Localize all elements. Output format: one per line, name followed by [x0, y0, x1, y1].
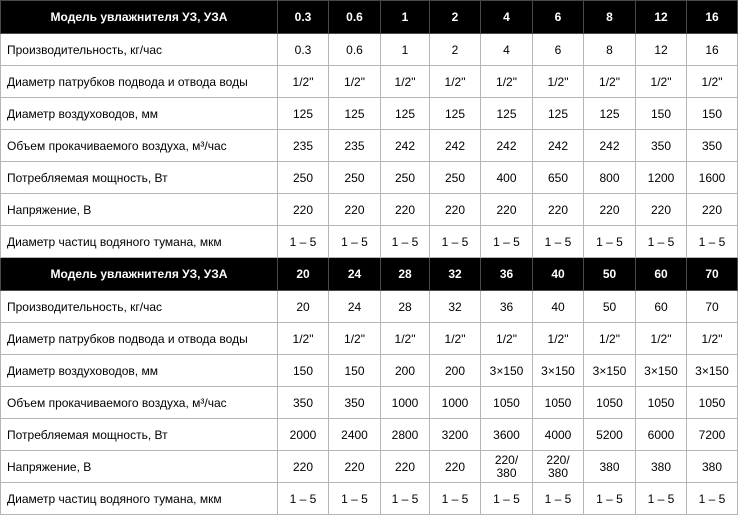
spec-cell: 2400 — [329, 419, 381, 451]
spec-cell: 150 — [278, 355, 329, 387]
spec-cell: 3×150 — [687, 355, 738, 387]
spec-cell: 1 – 5 — [687, 483, 738, 515]
spec-cell: 1/2" — [481, 66, 533, 98]
spec-cell: 1 — [381, 34, 430, 66]
spec-cell: 4 — [481, 34, 533, 66]
spec-cell: 70 — [687, 291, 738, 323]
spec-cell: 1/2" — [636, 323, 687, 355]
spec-cell: 1 – 5 — [533, 483, 584, 515]
model-column-header: 60 — [636, 258, 687, 291]
spec-cell: 3×150 — [636, 355, 687, 387]
spec-cell: 1 – 5 — [481, 483, 533, 515]
spec-row — [1, 419, 738, 451]
spec-cell: 2800 — [381, 419, 430, 451]
spec-cell: 220 — [278, 194, 329, 226]
spec-cell: 1 – 5 — [381, 226, 430, 258]
spec-cell: 350 — [278, 387, 329, 419]
spec-cell: 1 – 5 — [430, 483, 481, 515]
model-header-label: Модель увлажнителя УЗ, УЗА — [1, 1, 278, 34]
model-column-header: 40 — [533, 258, 584, 291]
spec-cell: 220 — [636, 194, 687, 226]
spec-cell: 220 — [278, 451, 329, 483]
spec-cell: 0.3 — [278, 34, 329, 66]
spec-cell: 220 — [584, 194, 636, 226]
spec-cell: 125 — [329, 98, 381, 130]
spec-row-label: Диаметр частиц водяного тумана, мкм — [1, 226, 278, 258]
spec-cell: 125 — [584, 98, 636, 130]
spec-cell: 6000 — [636, 419, 687, 451]
spec-row — [1, 130, 738, 162]
model-column-header: 28 — [381, 258, 430, 291]
model-header-row — [1, 258, 738, 291]
model-header-label: Модель увлажнителя УЗ, УЗА — [1, 258, 278, 291]
spec-cell: 1000 — [430, 387, 481, 419]
spec-cell: 350 — [329, 387, 381, 419]
spec-cell: 800 — [584, 162, 636, 194]
spec-cell: 1/2" — [636, 66, 687, 98]
spec-cell: 1 – 5 — [329, 226, 381, 258]
model-column-header: 70 — [687, 258, 738, 291]
spec-cell: 220 — [329, 194, 381, 226]
spec-row-label: Потребляемая мощность, Вт — [1, 419, 278, 451]
spec-cell: 1 – 5 — [584, 226, 636, 258]
spec-cell: 1/2" — [533, 323, 584, 355]
spec-cell: 1/2" — [687, 66, 738, 98]
spec-cell: 380 — [636, 451, 687, 483]
spec-cell: 1/2" — [278, 323, 329, 355]
spec-cell: 1050 — [687, 387, 738, 419]
spec-cell: 36 — [481, 291, 533, 323]
spec-cell: 242 — [533, 130, 584, 162]
spec-cell: 1 – 5 — [278, 483, 329, 515]
spec-cell: 1/2" — [687, 323, 738, 355]
spec-cell: 8 — [584, 34, 636, 66]
model-column-header: 8 — [584, 1, 636, 34]
spec-row-label: Производительность, кг/час — [1, 291, 278, 323]
spec-cell: 220 — [381, 451, 430, 483]
model-column-header: 1 — [381, 1, 430, 34]
spec-cell: 125 — [481, 98, 533, 130]
spec-cell: 380 — [687, 451, 738, 483]
spec-cell: 220/ 380 — [533, 451, 584, 483]
spec-row — [1, 194, 738, 226]
spec-cell: 1 – 5 — [381, 483, 430, 515]
spec-cell: 0.6 — [329, 34, 381, 66]
spec-cell: 235 — [278, 130, 329, 162]
spec-row-label: Напряжение, В — [1, 451, 278, 483]
spec-cell: 50 — [584, 291, 636, 323]
spec-cell: 1 – 5 — [687, 226, 738, 258]
spec-cell: 242 — [584, 130, 636, 162]
spec-cell: 3200 — [430, 419, 481, 451]
spec-cell: 60 — [636, 291, 687, 323]
spec-cell: 1/2" — [278, 66, 329, 98]
spec-row — [1, 98, 738, 130]
spec-cell: 24 — [329, 291, 381, 323]
spec-cell: 3600 — [481, 419, 533, 451]
spec-cell: 1 – 5 — [533, 226, 584, 258]
spec-row-label: Объем прокачиваемого воздуха, м³/час — [1, 387, 278, 419]
spec-cell: 6 — [533, 34, 584, 66]
spec-cell: 1/2" — [430, 323, 481, 355]
model-column-header: 36 — [481, 258, 533, 291]
spec-cell: 220 — [533, 194, 584, 226]
spec-row — [1, 226, 738, 258]
spec-cell: 200 — [430, 355, 481, 387]
spec-cell: 1050 — [533, 387, 584, 419]
spec-row-label: Диаметр частиц водяного тумана, мкм — [1, 483, 278, 515]
model-column-header: 20 — [278, 258, 329, 291]
spec-row — [1, 387, 738, 419]
spec-row-label: Производительность, кг/час — [1, 34, 278, 66]
spec-cell: 2000 — [278, 419, 329, 451]
model-column-header: 12 — [636, 1, 687, 34]
spec-cell: 220 — [430, 451, 481, 483]
spec-cell: 1/2" — [430, 66, 481, 98]
spec-row-label: Диаметр патрубков подвода и отвода воды — [1, 66, 278, 98]
spec-row — [1, 162, 738, 194]
spec-cell: 4000 — [533, 419, 584, 451]
spec-cell: 1/2" — [381, 323, 430, 355]
spec-cell: 200 — [381, 355, 430, 387]
spec-row — [1, 66, 738, 98]
spec-cell: 32 — [430, 291, 481, 323]
spec-cell: 350 — [687, 130, 738, 162]
spec-cell: 1 – 5 — [481, 226, 533, 258]
spec-cell: 125 — [533, 98, 584, 130]
spec-cell: 1/2" — [584, 66, 636, 98]
spec-cell: 1/2" — [481, 323, 533, 355]
spec-row-label: Диаметр патрубков подвода и отвода воды — [1, 323, 278, 355]
model-column-header: 4 — [481, 1, 533, 34]
spec-cell: 250 — [329, 162, 381, 194]
spec-row-label: Потребляемая мощность, Вт — [1, 162, 278, 194]
spec-row-label: Напряжение, В — [1, 194, 278, 226]
spec-cell: 1050 — [481, 387, 533, 419]
spec-cell: 150 — [329, 355, 381, 387]
spec-cell: 40 — [533, 291, 584, 323]
model-column-header: 50 — [584, 258, 636, 291]
spec-cell: 16 — [687, 34, 738, 66]
model-column-header: 0.6 — [329, 1, 381, 34]
spec-cell: 220 — [481, 194, 533, 226]
spec-cell: 380 — [584, 451, 636, 483]
spec-cell: 350 — [636, 130, 687, 162]
spec-row-label: Диаметр воздуховодов, мм — [1, 355, 278, 387]
spec-table-body — [1, 1, 738, 515]
model-column-header: 6 — [533, 1, 584, 34]
spec-cell: 1 – 5 — [329, 483, 381, 515]
spec-cell: 1050 — [636, 387, 687, 419]
spec-cell: 150 — [636, 98, 687, 130]
model-column-header: 2 — [430, 1, 481, 34]
spec-cell: 235 — [329, 130, 381, 162]
spec-cell: 20 — [278, 291, 329, 323]
spec-cell: 650 — [533, 162, 584, 194]
spec-cell: 3×150 — [584, 355, 636, 387]
spec-cell: 220/ 380 — [481, 451, 533, 483]
spec-cell: 1 – 5 — [430, 226, 481, 258]
spec-cell: 242 — [430, 130, 481, 162]
spec-cell: 1/2" — [381, 66, 430, 98]
spec-cell: 220 — [381, 194, 430, 226]
spec-cell: 250 — [278, 162, 329, 194]
spec-cell: 7200 — [687, 419, 738, 451]
spec-cell: 5200 — [584, 419, 636, 451]
spec-cell: 1200 — [636, 162, 687, 194]
spec-cell: 1 – 5 — [584, 483, 636, 515]
spec-cell: 1/2" — [329, 323, 381, 355]
spec-cell: 1/2" — [329, 66, 381, 98]
model-column-header: 0.3 — [278, 1, 329, 34]
spec-cell: 220 — [329, 451, 381, 483]
spec-cell: 242 — [481, 130, 533, 162]
spec-cell: 1 – 5 — [636, 226, 687, 258]
spec-cell: 400 — [481, 162, 533, 194]
spec-cell: 1 – 5 — [278, 226, 329, 258]
model-column-header: 32 — [430, 258, 481, 291]
spec-cell: 220 — [430, 194, 481, 226]
spec-cell: 250 — [381, 162, 430, 194]
spec-cell: 250 — [430, 162, 481, 194]
spec-cell: 2 — [430, 34, 481, 66]
spec-row — [1, 323, 738, 355]
spec-row — [1, 291, 738, 323]
spec-cell: 150 — [687, 98, 738, 130]
spec-cell: 242 — [381, 130, 430, 162]
spec-cell: 125 — [381, 98, 430, 130]
spec-cell: 1000 — [381, 387, 430, 419]
spec-row — [1, 451, 738, 483]
model-header-row — [1, 1, 738, 34]
spec-row — [1, 355, 738, 387]
model-column-header: 16 — [687, 1, 738, 34]
spec-cell: 3×150 — [533, 355, 584, 387]
spec-cell: 1/2" — [584, 323, 636, 355]
spec-cell: 1/2" — [533, 66, 584, 98]
spec-row-label: Объем прокачиваемого воздуха, м³/час — [1, 130, 278, 162]
spec-cell: 28 — [381, 291, 430, 323]
spec-cell: 125 — [430, 98, 481, 130]
spec-cell: 125 — [278, 98, 329, 130]
spec-row — [1, 34, 738, 66]
spec-row — [1, 483, 738, 515]
spec-cell: 1050 — [584, 387, 636, 419]
spec-row-label: Диаметр воздуховодов, мм — [1, 98, 278, 130]
spec-cell: 1 – 5 — [636, 483, 687, 515]
spec-cell: 3×150 — [481, 355, 533, 387]
spec-cell: 220 — [687, 194, 738, 226]
model-column-header: 24 — [329, 258, 381, 291]
spec-cell: 1600 — [687, 162, 738, 194]
spec-cell: 12 — [636, 34, 687, 66]
